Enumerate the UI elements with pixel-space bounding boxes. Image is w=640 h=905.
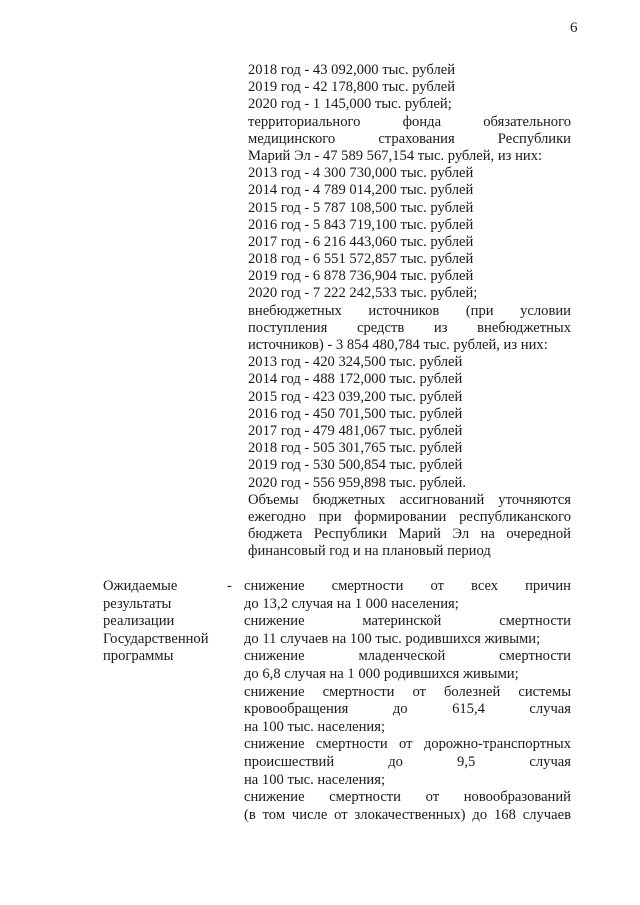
text-line: 2018 год - 6 551 572,857 тыс. рублей <box>248 251 474 268</box>
text-line: 2014 год - 4 789 014,200 тыс. рублей <box>248 182 474 199</box>
text-line: Объемы бюджетных ассигнований уточняются <box>248 491 571 508</box>
text-line: внебюджетных источников (при условии <box>248 302 571 319</box>
text-line: медицинского страхования Республики <box>248 130 571 147</box>
text-line: 2020 год - 556 959,898 тыс. рублей. <box>248 474 466 491</box>
text-line: финансовый год и на плановый период <box>248 543 491 560</box>
result-line: до 6,8 случая на 1 000 родившихся живыми; <box>244 665 519 682</box>
text-line: 2016 год - 5 843 719,100 тыс. рублей <box>248 216 474 233</box>
result-line: снижение смертности от новообразований <box>244 789 571 806</box>
result-line: снижение материнской смертности <box>244 613 571 630</box>
text-line: 2017 год - 479 481,067 тыс. рублей <box>248 422 463 439</box>
text-line: 2018 год - 43 092,000 тыс. рублей <box>248 62 456 78</box>
text-line: источников) - 3 854 480,784 тыс. рублей, из них: <box>248 337 548 353</box>
section-label-line: реализации <box>103 613 175 630</box>
text-line: ежегодно при формировании республиканского <box>248 508 571 525</box>
funding-sources-block <box>248 62 571 560</box>
text-line: бюджета Республики Марий Эл на очередной <box>248 526 571 543</box>
text-line: 2018 год - 505 301,765 тыс. рублей <box>248 440 463 457</box>
text-line: 2015 год - 5 787 108,500 тыс. рублей <box>248 199 474 216</box>
text-line: 2019 год - 42 178,800 тыс. рублей <box>248 79 456 96</box>
result-line: до 11 случаев на 100 тыс. родившихся живыми; <box>244 630 541 647</box>
result-line: кровообращения до 615,4 случая <box>244 701 571 718</box>
section-label <box>103 578 221 666</box>
text-line: 2020 год - 1 145,000 тыс. рублей; <box>248 96 452 113</box>
text-line: 2017 год - 6 216 443,060 тыс. рублей <box>248 233 474 250</box>
text-line: поступления средств из внебюджетных <box>248 319 571 336</box>
result-line: (в том числе от злокачественных) до 168 случаев <box>244 806 571 823</box>
text-line: 2014 год - 488 172,000 тыс. рублей <box>248 371 463 388</box>
text-line: 2015 год - 423 039,200 тыс. рублей <box>248 388 463 405</box>
expected-results-block <box>244 578 571 824</box>
result-line: на 100 тыс. населения; <box>244 771 385 788</box>
result-line: происшествий до 9,5 случая <box>244 753 571 770</box>
result-line: на 100 тыс. населения; <box>244 718 385 735</box>
text-line: 2020 год - 7 222 242,533 тыс. рублей; <box>248 285 478 302</box>
result-line: до 13,2 случая на 1 000 населения; <box>244 595 459 612</box>
section-label-line: результаты <box>103 595 172 612</box>
result-line: снижение смертности от всех причин <box>244 578 571 594</box>
text-line: 2013 год - 4 300 730,000 тыс. рублей <box>248 165 474 182</box>
section-dash: - <box>227 578 232 594</box>
text-line: территориального фонда обязательного <box>248 113 571 130</box>
result-line: снижение смертности от болезней системы <box>244 683 571 700</box>
section-label-line: Государственной <box>103 630 209 647</box>
result-line: снижение младенческой смертности <box>244 648 571 665</box>
text-line: 2013 год - 420 324,500 тыс. рублей <box>248 354 463 371</box>
text-line: Марий Эл - 47 589 567,154 тыс. рублей, из них: <box>248 147 543 164</box>
text-line: 2019 год - 530 500,854 тыс. рублей <box>248 457 463 474</box>
result-line: снижение смертности от дорожно-транспортных <box>244 736 571 753</box>
section-label-line: Ожидаемые <box>103 578 178 594</box>
page-number: 6 <box>570 20 578 36</box>
section-label-line: программы <box>103 648 174 665</box>
text-line: 2016 год - 450 701,500 тыс. рублей <box>248 405 463 422</box>
text-line: 2019 год - 6 878 736,904 тыс. рублей <box>248 268 474 285</box>
